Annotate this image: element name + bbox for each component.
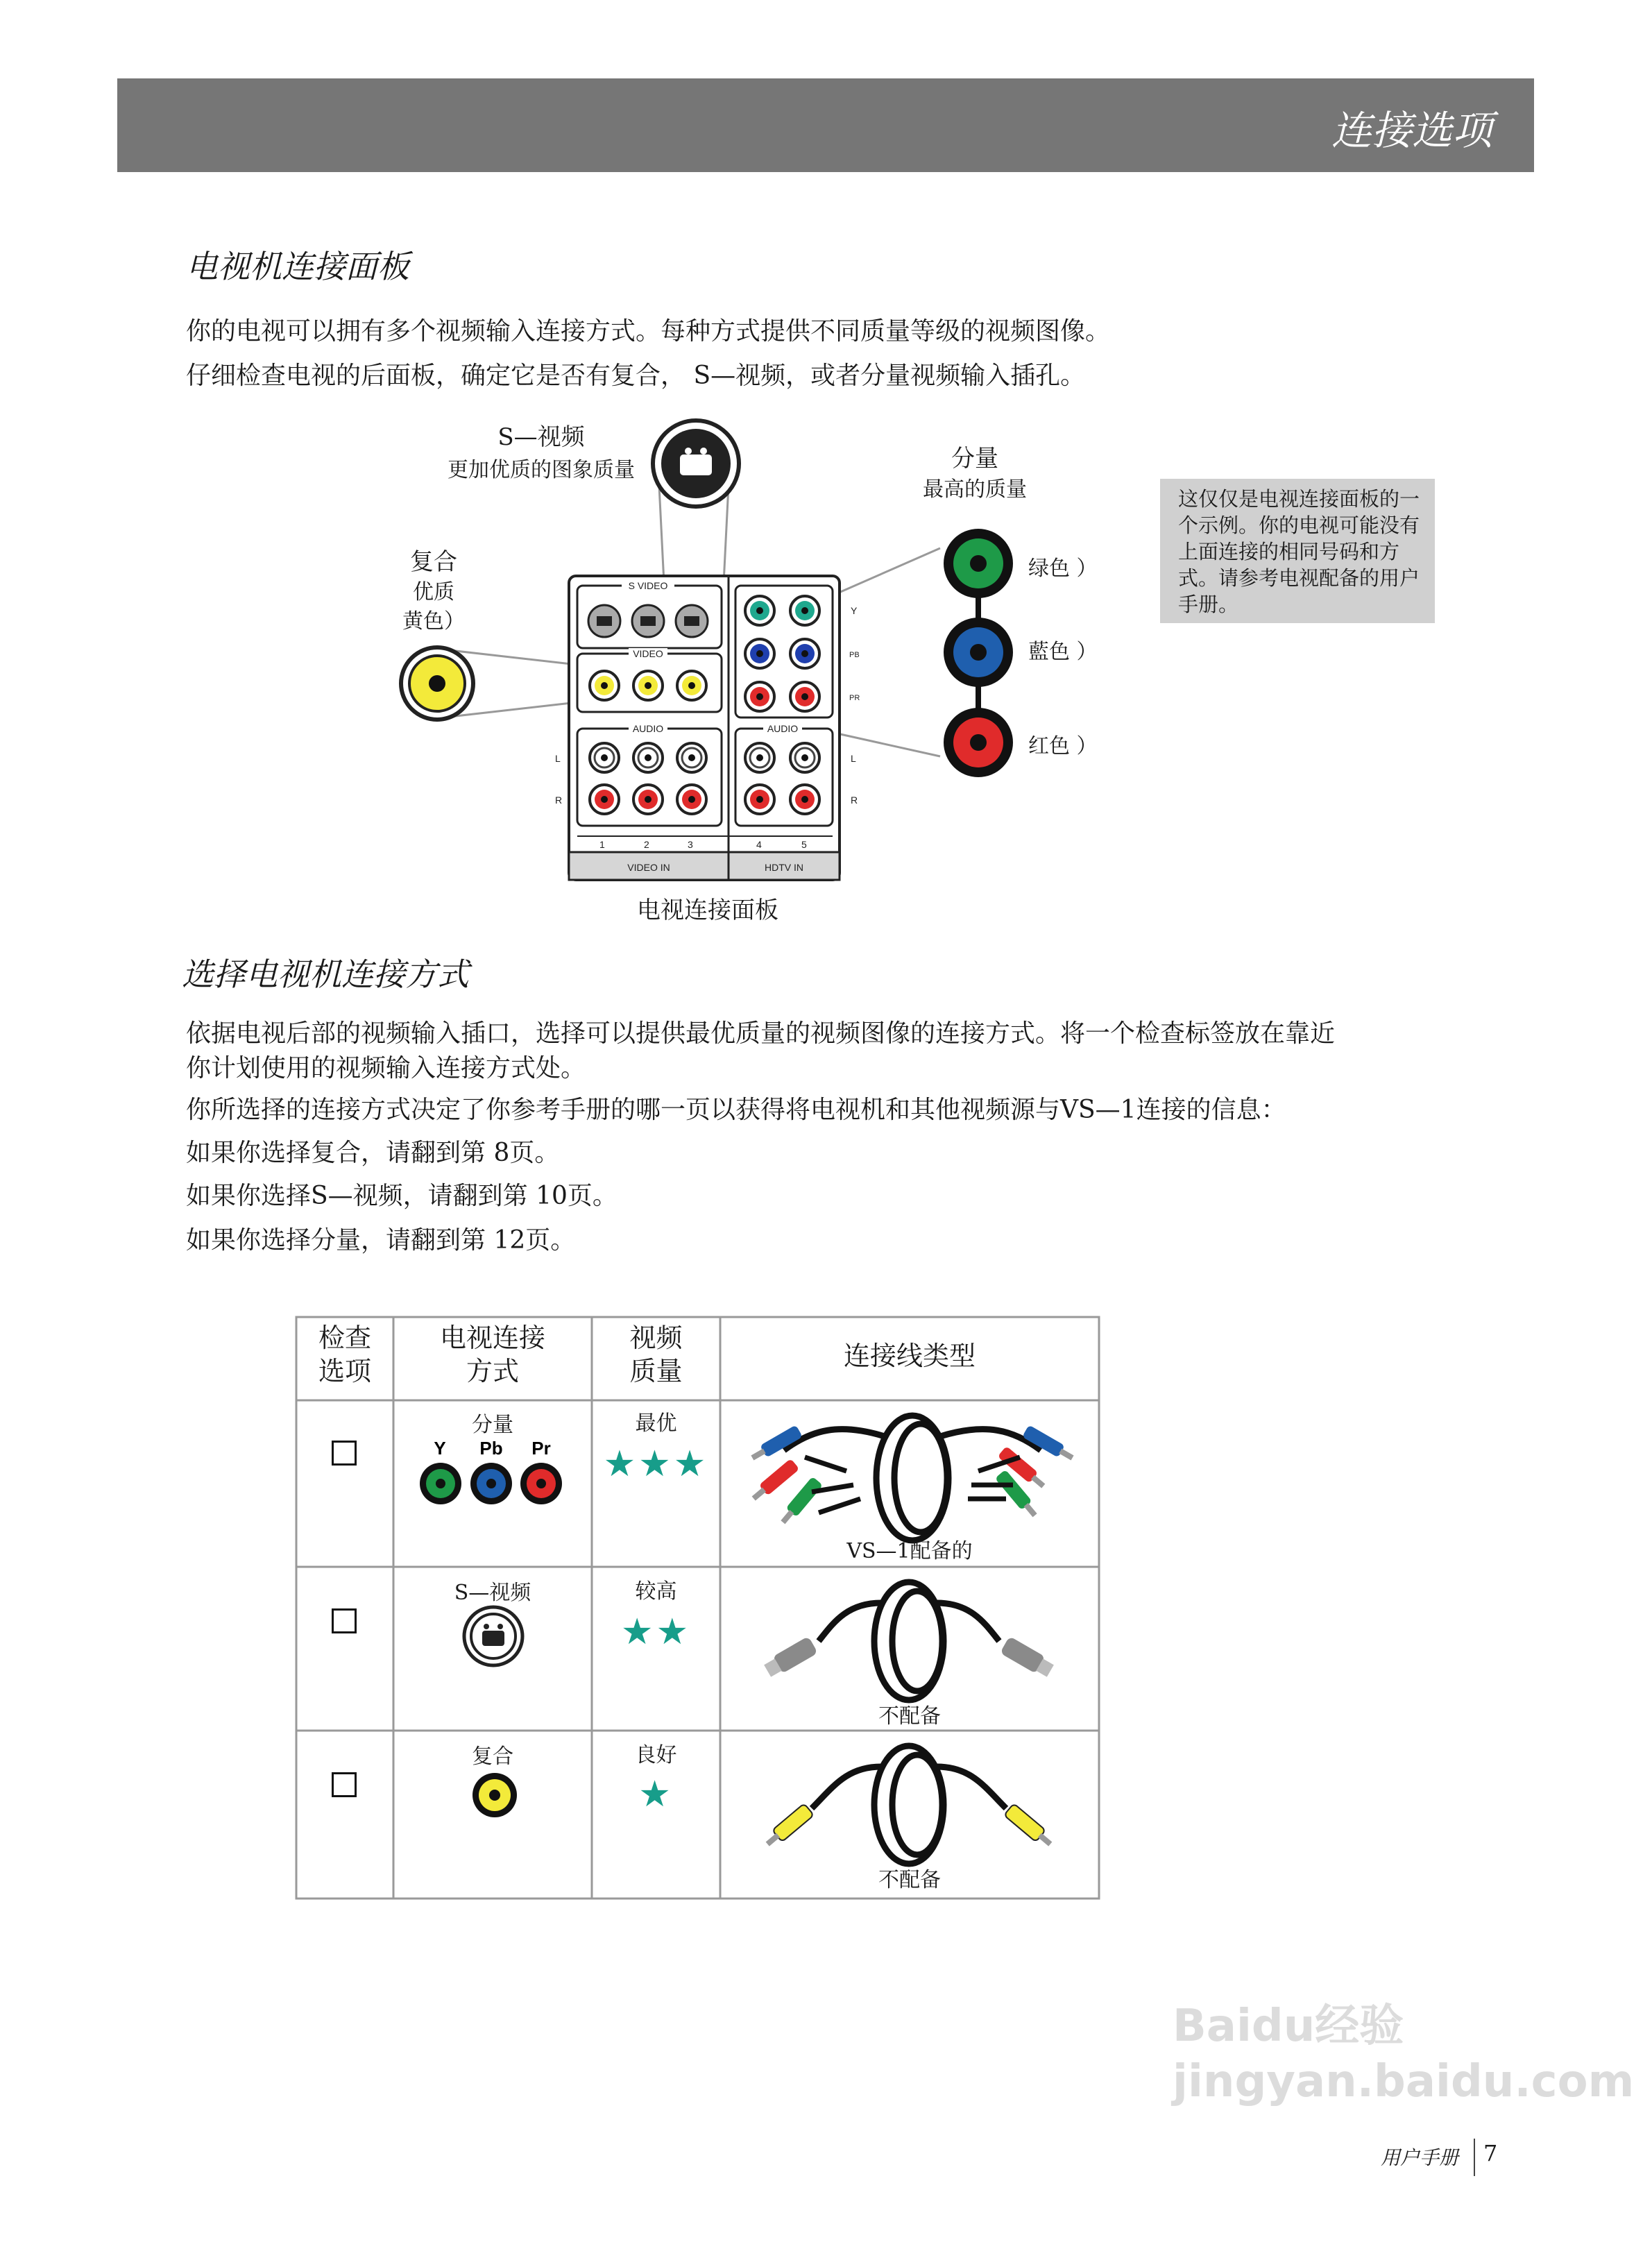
svideo-jack-large xyxy=(653,421,739,507)
header-bar xyxy=(117,78,1534,172)
footer-manual-label: 用户手册 xyxy=(1381,2146,1459,2169)
panel-video-text: VIDEO xyxy=(633,648,663,659)
row1-cable-note: VS—1配备的 xyxy=(846,1539,973,1563)
svg-text:Pb: Pb xyxy=(479,1438,503,1459)
footer-divider xyxy=(1474,2139,1475,2176)
checkbox-component[interactable] xyxy=(332,1441,357,1466)
th-quality-2: 质量 xyxy=(629,1356,683,1386)
panel-svideo-jacks xyxy=(588,605,708,637)
page-header-title: 连接选项 xyxy=(1331,107,1492,154)
section-heading-choose: 选择电视机连接方式 xyxy=(182,956,469,993)
panel-audio-right-text: AUDIO xyxy=(767,723,799,734)
panel-R-right: R xyxy=(851,795,858,806)
row1-stars: ★★★ xyxy=(603,1443,709,1485)
component-cable-image xyxy=(735,1409,1089,1547)
th-check-1: 检查 xyxy=(318,1323,371,1353)
panel-R-left: R xyxy=(555,795,563,806)
composite-jack-large xyxy=(401,647,473,720)
composite-sublabel-2: 黄色） xyxy=(402,609,465,634)
row3-quality: 良好 xyxy=(635,1743,677,1767)
panel-svideo-text: S VIDEO xyxy=(628,580,668,591)
row2-cable-note: 不配备 xyxy=(878,1704,941,1729)
component-jacks-large xyxy=(944,529,1013,777)
note-text: 这仅仅是电视连接面板的一个示例。你的电视可能没有上面连接的相同号码和方式。请参考电视配备的用户手册。 xyxy=(1178,487,1420,616)
panel-num-4: 4 xyxy=(756,839,762,850)
composite-label: 复合 xyxy=(410,548,457,576)
watermark: Baidu经验 jingyan.baidu.com xyxy=(1173,2001,1635,2107)
panel-hdtv-in: HDTV IN xyxy=(765,862,803,873)
th-method-2: 方式 xyxy=(466,1356,519,1386)
row1-quality: 最优 xyxy=(635,1411,677,1436)
th-check-2: 选项 xyxy=(318,1356,371,1386)
choose-line-component: 如果你选择分量，请翻到第 12页。 xyxy=(186,1226,576,1255)
choose-line-composite: 如果你选择复合，请翻到第 8页。 xyxy=(186,1139,560,1167)
green-label: 绿色 ） xyxy=(1028,557,1098,581)
intro-paragraph-2: 仔细检查电视的后面板，确定它是否有复合， S—视频，或者分量视频输入插孔。 xyxy=(186,362,1086,390)
svideo-label: S—视频 xyxy=(497,423,585,451)
choose-paragraph-1: 依据电视后部的视频输入插口，选择可以提供最优质量的视频图像的连接方式。将一个检查标签放在靠近 xyxy=(186,1019,1336,1048)
svideo-jack-icon xyxy=(461,1604,525,1668)
panel-num-5: 5 xyxy=(801,839,807,850)
row2-quality: 较高 xyxy=(635,1579,677,1604)
choose-paragraph-1b: 你计划使用的视频输入连接方式处。 xyxy=(186,1054,586,1082)
panel-Y: Y xyxy=(851,605,858,616)
composite-cable-image xyxy=(763,1739,1055,1871)
panel-video-in: VIDEO IN xyxy=(627,862,670,873)
red-label: 红色 ） xyxy=(1028,734,1098,758)
checkbox-svideo[interactable] xyxy=(332,1608,357,1633)
composite-sublabel-1: 优质 xyxy=(413,580,454,604)
th-method-1: 电视连接 xyxy=(439,1323,545,1353)
svg-text:Pr: Pr xyxy=(531,1438,551,1459)
checkbox-composite[interactable] xyxy=(332,1772,357,1797)
panel-Pr: PR xyxy=(849,694,860,702)
panel-num-3: 3 xyxy=(688,839,693,850)
panel-L-right: L xyxy=(851,753,856,764)
panel-L-left: L xyxy=(555,753,561,764)
footer-page-number: 7 xyxy=(1483,2140,1498,2166)
connection-panel-diagram xyxy=(382,409,1145,909)
row3-cable-note: 不配备 xyxy=(878,1868,941,1892)
choose-line-svideo: 如果你选择S—视频，请翻到第 10页。 xyxy=(186,1182,618,1210)
panel-num-2: 2 xyxy=(644,839,649,850)
component-jacks-icon xyxy=(409,1435,576,1511)
svideo-cable-image xyxy=(763,1575,1055,1707)
section-heading-panel: 电视机连接面板 xyxy=(186,248,409,285)
tv-back-panel xyxy=(555,576,860,880)
intro-paragraph-1: 你的电视可以拥有多个视频输入连接方式。每种方式提供不同质量等级的视频图像。 xyxy=(186,317,1111,346)
component-label: 分量 xyxy=(951,445,998,473)
row3-method: 复合 xyxy=(472,1744,513,1769)
row3-stars: ★ xyxy=(638,1774,674,1815)
row1-method: 分量 xyxy=(472,1413,513,1437)
svideo-sublabel: 更加优质的图象质量 xyxy=(448,458,635,482)
row2-method: S—视频 xyxy=(454,1581,531,1605)
panel-Pb: PB xyxy=(849,651,860,659)
panel-video-jacks xyxy=(590,671,706,700)
panel-num-1: 1 xyxy=(599,839,605,850)
choose-paragraph-2: 你所选择的连接方式决定了你参考手册的哪一页以获得将电视机和其他视频源与VS—1连接的信息： xyxy=(186,1096,1286,1124)
th-cable-type: 连接线类型 xyxy=(843,1341,976,1371)
blue-label: 藍色 ） xyxy=(1028,640,1098,664)
diagram-caption: 电视连接面板 xyxy=(637,897,778,924)
th-quality-1: 视频 xyxy=(629,1323,683,1353)
row2-stars: ★★ xyxy=(620,1611,692,1653)
component-sublabel: 最高的质量 xyxy=(923,477,1027,502)
panel-audio-left-text: AUDIO xyxy=(632,723,664,734)
svg-text:Y: Y xyxy=(434,1438,446,1459)
composite-jack-icon xyxy=(470,1771,519,1819)
